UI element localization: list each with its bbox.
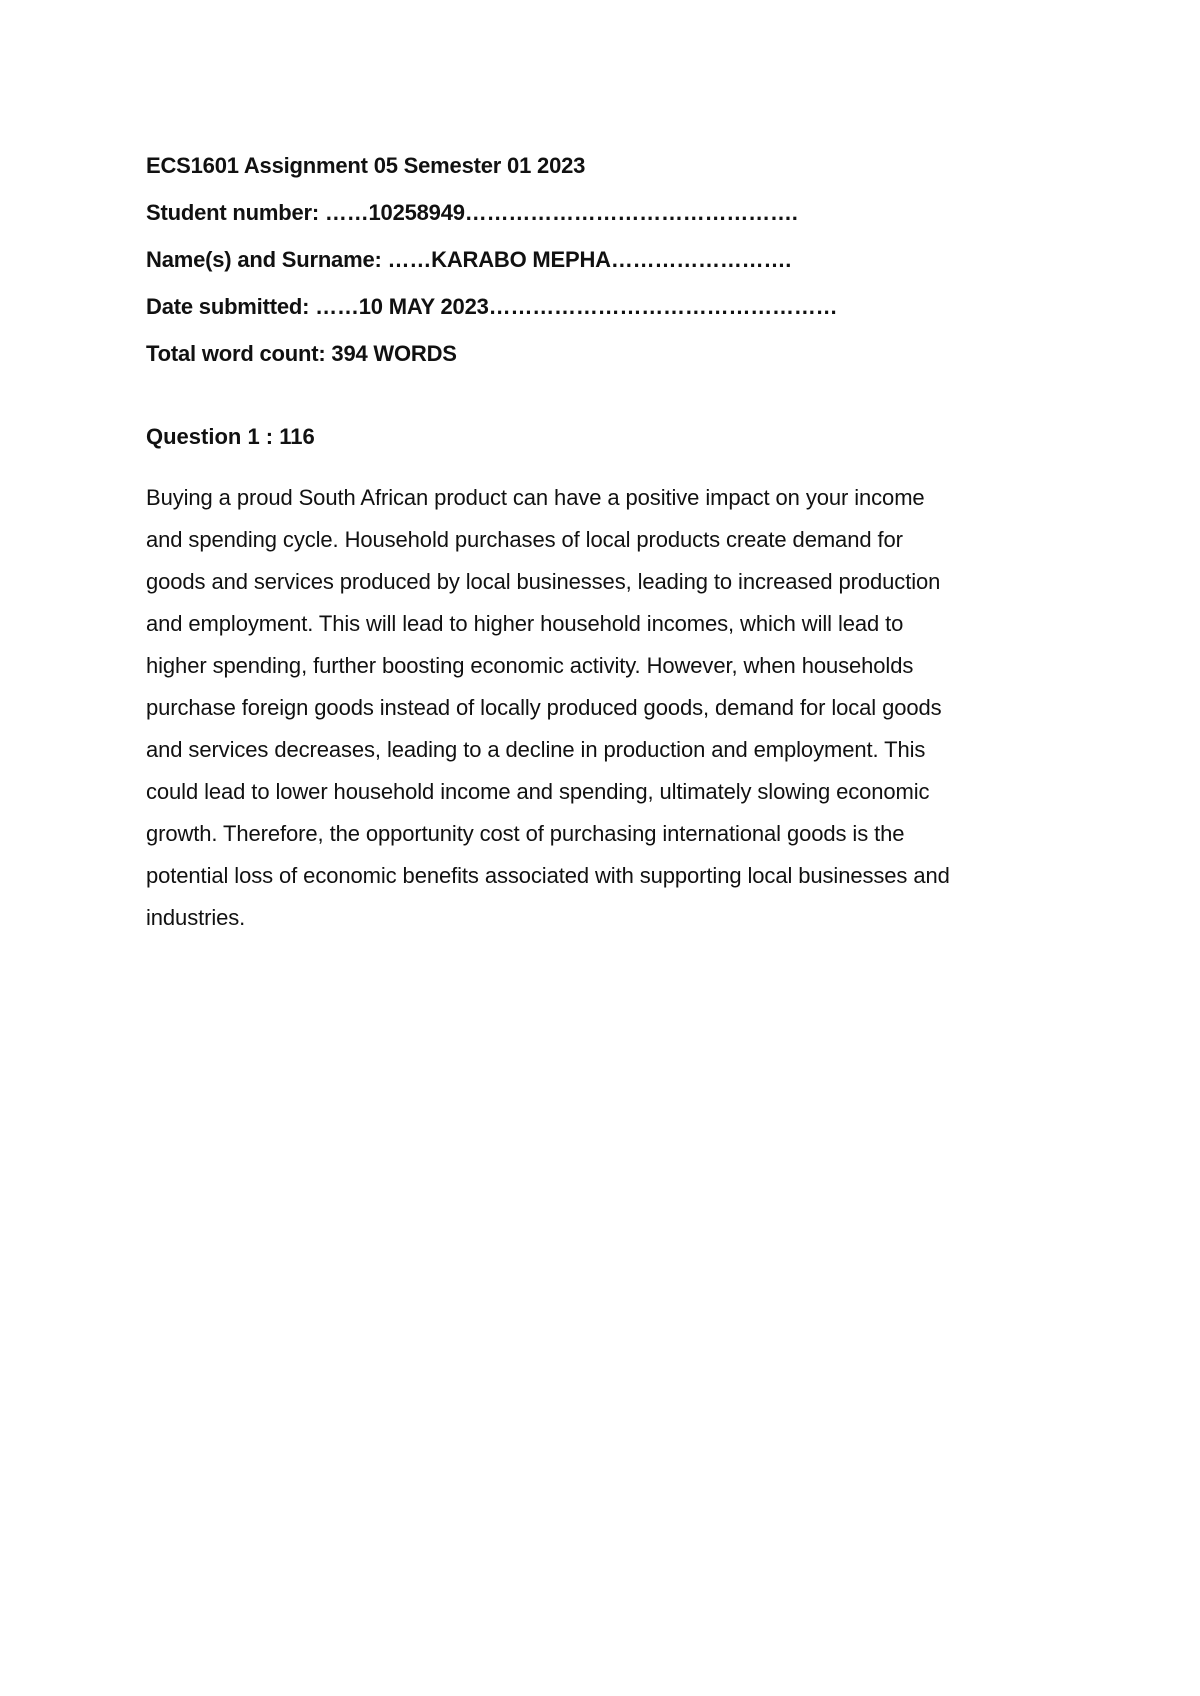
assignment-title: ECS1601 Assignment 05 Semester 01 2023 xyxy=(146,153,586,178)
answer-line: and spending cycle. Household purchases of local products create demand for xyxy=(146,527,903,552)
answer-line: goods and services produced by local businesses, leading to increased production xyxy=(146,569,941,594)
answer-line: industries. xyxy=(146,905,246,930)
answer-line: and employment. This will lead to higher household incomes, which will lead to xyxy=(146,611,904,636)
word-count-line: Total word count: 394 WORDS xyxy=(146,341,457,366)
answer-line: purchase foreign goods instead of locally produced goods, demand for local goods xyxy=(146,695,942,720)
answer-line: and services decreases, leading to a decline in production and employment. This xyxy=(146,737,926,762)
answer-line: Buying a proud South African product can have a positive impact on your income xyxy=(146,485,925,510)
date-submitted-line: Date submitted: ……10 MAY 2023………………………………………… xyxy=(146,294,838,319)
student-name-line: Name(s) and Surname: ……KARABO MEPHA……………………. xyxy=(146,247,792,272)
document-header xyxy=(146,142,1066,377)
student-number-line: Student number: ……10258949………………………………………. xyxy=(146,200,798,225)
answer-line: potential loss of economic benefits associated with supporting local businesses and xyxy=(146,863,950,888)
answer-paragraph xyxy=(146,477,1076,939)
question-heading: Question 1 : 116 xyxy=(146,424,315,449)
answer-line: could lead to lower household income and spending, ultimately slowing economic xyxy=(146,779,930,804)
answer-line: growth. Therefore, the opportunity cost of purchasing international goods is the xyxy=(146,821,905,846)
answer-line: higher spending, further boosting economic activity. However, when households xyxy=(146,653,914,678)
